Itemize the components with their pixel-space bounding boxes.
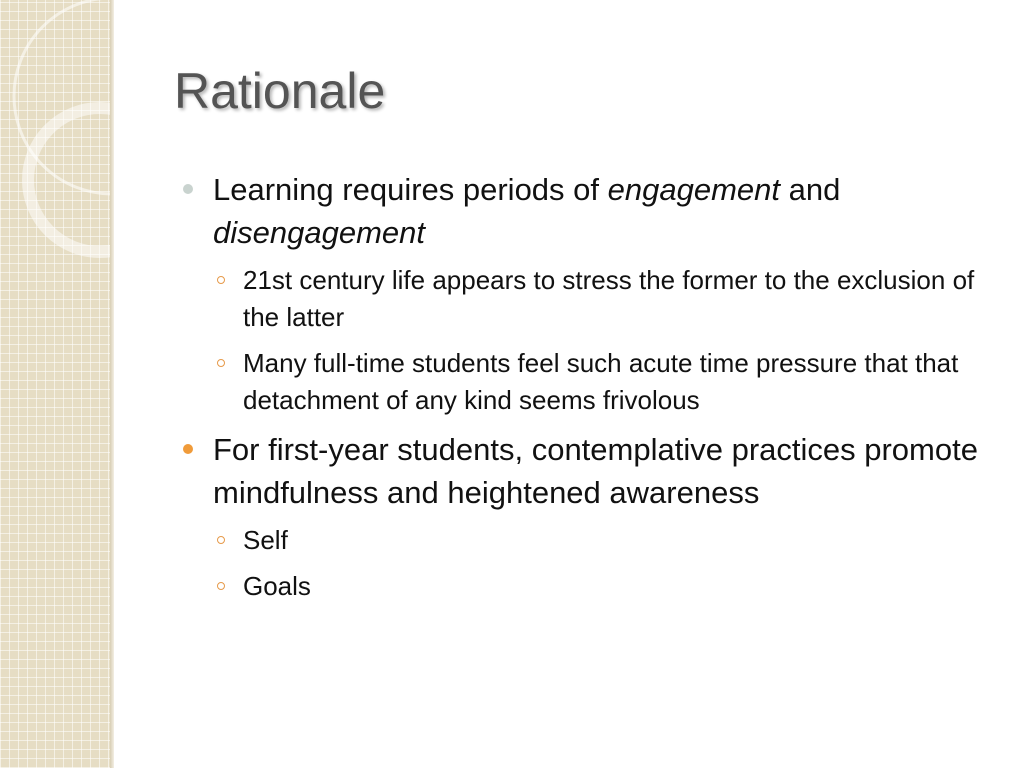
ring-bullet-icon	[217, 536, 225, 544]
bullet-text: For first-year students, contemplative practices promote mindfulness and heightened awareness	[213, 432, 978, 510]
ring-bullet-icon	[217, 582, 225, 590]
bullet-text: and	[780, 172, 841, 207]
sub-bullet-item	[180, 522, 1000, 559]
sub-bullet-text: Goals	[243, 571, 311, 601]
bullet-icon	[183, 444, 193, 454]
sub-bullet-item	[180, 568, 1000, 605]
bullet-item	[180, 428, 1000, 514]
sub-bullet-item	[180, 345, 1000, 419]
slide-content	[180, 168, 1000, 614]
sub-bullet-text: Many full-time students feel such acute time pressure that that detachment of any kind seems frivolous	[243, 348, 959, 415]
sub-bullet-text: 21st century life appears to stress the former to the exclusion of the latter	[243, 265, 975, 332]
decorative-rings	[0, 0, 114, 768]
bullet-icon	[183, 184, 193, 194]
bullet-text: Learning requires periods of	[213, 172, 608, 207]
side-panel-edge	[110, 0, 114, 768]
slide-title: Rationale	[174, 63, 386, 119]
sub-bullet-text: Self	[243, 525, 288, 555]
ring-bullet-icon	[217, 276, 225, 284]
sub-bullet-item	[180, 262, 1000, 336]
ring-bullet-icon	[217, 359, 225, 367]
bullet-emphasis: disengagement	[213, 215, 425, 250]
bullet-item	[180, 168, 1000, 254]
bullet-emphasis: engagement	[607, 172, 781, 207]
side-decoration-panel	[0, 0, 114, 768]
